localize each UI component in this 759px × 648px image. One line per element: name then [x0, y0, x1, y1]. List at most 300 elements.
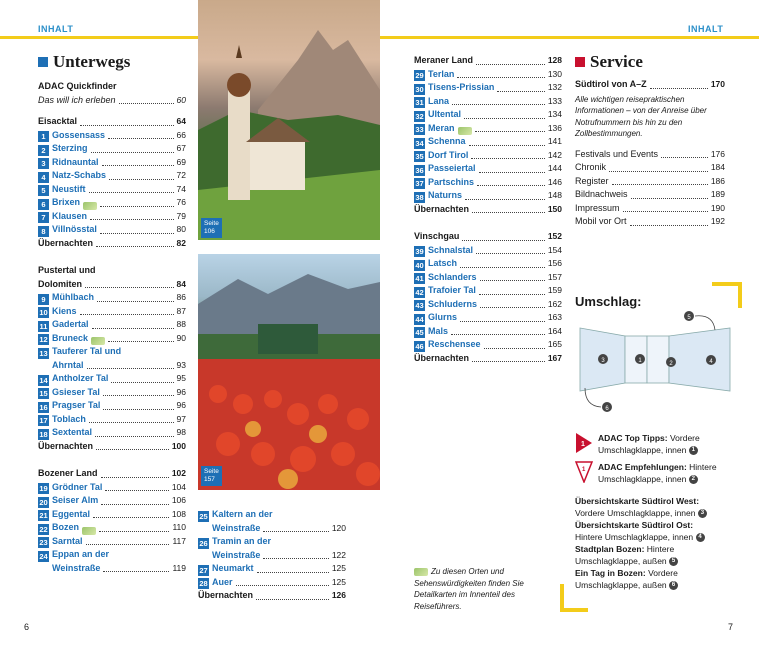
dot-leader — [80, 314, 174, 315]
toc-column-2 — [198, 508, 346, 603]
entry-page: 141 — [547, 136, 562, 146]
entry-number-badge: 46 — [415, 341, 424, 351]
entry-title: Schluderns — [428, 298, 478, 309]
toc-entry-brixen[interactable] — [38, 196, 186, 210]
entry-page: 144 — [547, 163, 562, 173]
entry-title: Dorf Tirol — [428, 149, 469, 160]
entry-number-badge: 16 — [39, 402, 48, 412]
dot-leader — [612, 184, 708, 185]
umschlag-title: Umschlag: — [575, 294, 642, 309]
entry-title: Register — [575, 175, 609, 186]
entry-title: Schlanders — [428, 271, 477, 282]
pustertal-uebernachten[interactable]: Übernachten 100 — [38, 440, 186, 451]
dot-leader — [471, 158, 544, 159]
header-rule-right — [380, 36, 759, 39]
dot-leader — [475, 131, 545, 132]
toc-entry-schnalstal[interactable] — [414, 244, 562, 258]
entry-number-badge: 19 — [39, 484, 48, 493]
svg-text:1: 1 — [638, 358, 642, 364]
toc-entry-schlanders[interactable] — [414, 271, 562, 285]
entry-number-badge: 1 — [38, 131, 49, 142]
entry-number-badge: 35 — [415, 152, 424, 161]
dot-leader — [464, 118, 545, 119]
vinsch-uebernachten[interactable]: Übernachten 167 — [414, 352, 562, 363]
col2-list — [198, 562, 346, 589]
toc-entry-meran[interactable] — [414, 122, 562, 136]
empfehlung-icon — [575, 461, 593, 483]
entry-page: 130 — [547, 68, 562, 79]
entry-title: Ultental — [428, 109, 462, 119]
dot-leader — [452, 104, 545, 105]
church-photo-illustration — [198, 0, 380, 240]
entry-title: Brixen — [52, 197, 81, 207]
toc-entry-neumarkt[interactable] — [198, 562, 346, 576]
region-pustertal-line1: Pustertal und — [38, 265, 96, 275]
entry-title: Pragser Tal — [52, 400, 101, 410]
dot-leader — [457, 77, 544, 78]
entry-page: 176 — [710, 148, 725, 159]
dot-leader — [477, 185, 545, 186]
entry-page: 189 — [710, 189, 725, 199]
entry-page: 76 — [176, 197, 186, 207]
dot-leader — [479, 172, 545, 173]
toc-column-3 — [414, 54, 562, 365]
toc-entry-ultental[interactable] — [414, 108, 562, 122]
entry-page: 133 — [547, 95, 562, 106]
entry-title: Gossensass — [52, 129, 106, 140]
toc-entry-impressum[interactable] — [575, 202, 725, 216]
entry-page: 117 — [172, 535, 186, 546]
entry-title: Sterzing — [52, 143, 88, 153]
meran-uebernachten[interactable]: Übernachten 150 — [414, 203, 562, 214]
toc-entry-partschins[interactable] — [414, 176, 562, 190]
entry-title: Glurns — [428, 312, 458, 322]
svg-text:5: 5 — [687, 315, 691, 321]
dot-leader — [484, 348, 545, 349]
entry-number-badge: 38 — [415, 192, 424, 202]
toc-entry-eppan-2[interactable]: Weinstraße 119 — [52, 562, 186, 573]
entry-page: 162 — [547, 298, 562, 309]
entry-page: 148 — [547, 190, 562, 200]
photo-page-tag-106: Seite 106 — [201, 218, 222, 238]
entry-number-badge: 2 — [38, 145, 49, 156]
dot-leader — [476, 253, 545, 254]
dot-leader — [661, 157, 708, 158]
entry-title: Ridnauntal — [52, 156, 99, 167]
entry-number-badge: 43 — [415, 301, 424, 310]
dot-leader — [497, 91, 544, 92]
map-icon — [91, 337, 105, 345]
entry-page: 96 — [176, 400, 186, 410]
entry-title: Schnalstal — [428, 244, 474, 255]
legend — [575, 432, 735, 591]
page-number-right: 7 — [728, 622, 734, 632]
svg-text:2: 2 — [669, 361, 673, 367]
toc-entry-gadertal[interactable] — [38, 318, 186, 332]
toc-entry-glurns[interactable] — [414, 311, 562, 325]
entry-title: Sarntal — [52, 535, 83, 546]
entry-number-badge: 37 — [415, 179, 424, 188]
section-square-icon — [38, 57, 48, 67]
dot-leader — [469, 145, 545, 146]
top-tipp-icon — [575, 432, 593, 454]
section-title-unterwegs: Unterwegs — [38, 52, 186, 72]
entry-page: 192 — [710, 216, 725, 226]
entry-page: 87 — [176, 305, 186, 316]
toc-entry-antholzer-tal[interactable] — [38, 372, 186, 386]
meran-list — [414, 68, 562, 203]
toc-entry-neustift[interactable] — [38, 183, 186, 197]
entry-title: Toblach — [52, 413, 86, 424]
entry-page: 106 — [171, 495, 186, 505]
dot-leader — [91, 152, 174, 153]
dot-leader — [95, 436, 174, 437]
entry-page: 134 — [547, 109, 562, 119]
dot-leader — [102, 165, 174, 166]
toc-entry-gsieser-tal[interactable] — [38, 386, 186, 400]
toc-entry-tramin-1[interactable]: 26 Tramin an der — [199, 536, 272, 548]
entry-page: 90 — [176, 332, 186, 343]
region-bozener-land[interactable]: Bozener Land 102 — [38, 468, 186, 478]
header-left: INHALT — [38, 24, 74, 34]
entry-page: 104 — [171, 481, 186, 492]
entry-page: 184 — [710, 162, 725, 172]
entry-title: Bozen — [52, 522, 79, 532]
entry-page: 142 — [547, 149, 562, 160]
toc-entry-mals[interactable] — [414, 325, 562, 339]
entry-number-badge: 28 — [199, 579, 208, 588]
quickfinder-entry[interactable]: Das will ich erleben 60 — [38, 94, 186, 105]
entry-title: Mobil vor Ort — [575, 216, 627, 226]
toc-entry-kiens[interactable] — [38, 305, 186, 319]
toc-entry-villnösstal[interactable] — [38, 223, 186, 237]
entry-number-badge: 31 — [415, 98, 424, 107]
entry-number-badge: 42 — [415, 287, 424, 297]
toc-entry-schenna[interactable] — [414, 135, 562, 149]
dot-leader — [631, 198, 708, 199]
dot-leader — [108, 138, 173, 139]
dot-leader — [630, 225, 708, 226]
toc-entry-pragser-tal[interactable] — [38, 399, 186, 413]
entry-page: 164 — [547, 325, 562, 336]
region-eisacktal[interactable]: Eisacktal 64 — [38, 116, 186, 126]
entry-page: 159 — [547, 285, 562, 295]
toc-entry-eggental[interactable] — [38, 508, 186, 522]
entry-page: 80 — [176, 224, 186, 234]
toc-entry-seiser-alm[interactable] — [38, 494, 186, 508]
entry-number-badge: 9 — [38, 294, 49, 305]
toc-entry-terlan[interactable] — [414, 68, 562, 82]
toc-entry-bruneck[interactable] — [38, 332, 186, 346]
entry-title: Festivals und Events — [575, 148, 659, 159]
dot-leader — [465, 199, 545, 200]
eisacktal-list — [38, 129, 186, 237]
entry-title: Villnösstal — [52, 224, 97, 234]
dot-leader — [101, 504, 169, 505]
entry-title: Mals — [428, 325, 449, 336]
entry-number-badge: 17 — [39, 416, 48, 425]
entry-page: 88 — [176, 319, 186, 329]
map-icon — [83, 202, 97, 210]
entry-title: Klausen — [52, 210, 88, 221]
entry-number-badge: 4 — [38, 172, 49, 183]
entry-number-badge: 7 — [38, 212, 49, 223]
entry-number-badge: 27 — [199, 565, 208, 575]
toc-column-4 — [575, 52, 725, 229]
eisacktal-uebernachten[interactable]: Übernachten 82 — [38, 237, 186, 248]
dot-leader — [623, 211, 708, 212]
entry-number-badge: 10 — [39, 308, 48, 317]
apple-photo-illustration — [198, 254, 380, 490]
map-icon — [414, 568, 428, 576]
toc-entry-gossensass[interactable] — [38, 129, 186, 143]
map-note: Zu diesen Orten und Sehenswürdigkeiten finden Sie Detailkarten im Innenteil des Reiseführers. — [414, 567, 524, 611]
entry-title: Chronik — [575, 162, 607, 172]
toc-entry-chronik[interactable] — [575, 161, 725, 175]
entry-number-badge: 41 — [415, 274, 424, 283]
dot-leader — [111, 382, 173, 383]
photo-page-tag-157: Seite 157 — [201, 466, 222, 486]
entry-number-badge: 44 — [415, 314, 424, 324]
entry-page: 86 — [176, 292, 186, 302]
toc-entry-kaltern-2[interactable]: Weinstraße 120 — [212, 522, 346, 533]
entry-page: 125 — [331, 563, 346, 573]
entry-number-badge: 15 — [39, 389, 48, 398]
entry-page: 67 — [176, 143, 186, 153]
pustertal-list-2 — [38, 372, 186, 440]
dot-leader — [99, 531, 169, 532]
entry-page: 163 — [547, 312, 562, 322]
region-pustertal[interactable]: Dolomiten 84 — [38, 278, 186, 289]
entry-page: 125 — [331, 576, 346, 587]
toc-entry-reschensee[interactable] — [414, 338, 562, 352]
dot-leader — [451, 334, 545, 335]
dot-leader — [257, 572, 329, 573]
entry-title: Tisens-Prissian — [428, 82, 495, 92]
region-vinschgau[interactable]: Vinschgau 152 — [414, 231, 562, 241]
dot-leader — [479, 294, 545, 295]
entry-page: 96 — [176, 386, 186, 397]
entry-page: 156 — [547, 258, 562, 268]
svg-text:1: 1 — [581, 441, 585, 448]
entry-title: Sextental — [52, 427, 93, 437]
dot-leader — [92, 328, 174, 329]
dot-leader — [86, 544, 170, 545]
entry-title: Neustift — [52, 183, 86, 194]
dot-leader — [480, 280, 545, 281]
entry-page: 69 — [176, 156, 186, 167]
dot-leader — [108, 341, 174, 342]
entry-page: 95 — [176, 373, 186, 383]
dot-leader — [90, 219, 174, 220]
entry-title: Terlan — [428, 68, 455, 79]
dot-leader — [460, 267, 545, 268]
entry-page: 97 — [176, 413, 186, 424]
entry-title: Natz-Schabs — [52, 170, 107, 180]
entry-title: Bildnachweis — [575, 189, 628, 199]
toc-entry-mobil-vor-ort[interactable] — [575, 215, 725, 229]
toc-entry-sterzing[interactable] — [38, 142, 186, 156]
entry-page: 136 — [547, 122, 562, 133]
dot-leader — [609, 171, 708, 172]
entry-title: Reschensee — [428, 339, 481, 349]
a-z-description: Alle wichtigen reisepraktischen Informationen – von der Anreise über Notrufnummern bis hin zu den Zollbestimmungen. — [575, 94, 707, 138]
entry-title: Neumarkt — [212, 563, 254, 573]
toc-entry-kaltern-1[interactable]: 25 Kaltern an der — [199, 509, 273, 521]
page-number-left: 6 — [24, 622, 30, 632]
corner-mark-top — [712, 282, 742, 308]
map-icon — [458, 127, 472, 135]
entry-number-badge: 18 — [39, 429, 48, 439]
dot-leader — [100, 206, 174, 207]
entry-title: Meran — [428, 122, 455, 133]
toc-entry-natz-schabs[interactable] — [38, 169, 186, 183]
toc-entry-sextental[interactable] — [38, 426, 186, 440]
map-icon — [82, 527, 96, 535]
entry-title: Schenna — [428, 136, 466, 146]
dot-leader — [105, 490, 168, 491]
toc-entry-a-z[interactable]: Südtirol von A–Z 170 — [575, 79, 725, 89]
dot-leader — [460, 321, 545, 322]
service-list — [575, 148, 725, 229]
entry-page: 146 — [547, 176, 562, 187]
dot-leader — [93, 517, 169, 518]
svg-text:1: 1 — [582, 467, 586, 473]
entry-title: Naturns — [428, 190, 463, 200]
entry-title: Mühlbach — [52, 292, 94, 302]
entry-title: Eggental — [52, 508, 91, 519]
toc-entry-mühlbach[interactable] — [38, 291, 186, 305]
entry-number-badge: 32 — [415, 111, 424, 121]
entry-title: Auer — [212, 576, 233, 587]
entry-page: 190 — [710, 202, 725, 213]
toc-entry-latsch[interactable] — [414, 257, 562, 271]
dot-leader — [103, 395, 174, 396]
pustertal-list — [38, 291, 186, 345]
toc-entry-dorf-tirol[interactable] — [414, 149, 562, 163]
entry-number-badge: 14 — [39, 375, 48, 385]
entry-number-badge: 34 — [415, 138, 424, 148]
entry-title: Kiens — [52, 305, 77, 316]
dot-leader — [100, 233, 174, 234]
toc-entry-eppan-1[interactable]: 24 Eppan an der — [39, 549, 110, 561]
entry-number-badge: 12 — [39, 335, 48, 344]
toc-entry-sarntal[interactable] — [38, 535, 186, 549]
toc-entry-festivals-und-events[interactable] — [575, 148, 725, 162]
entry-number-badge: 21 — [39, 511, 48, 520]
entry-title: Partschins — [428, 176, 475, 187]
toc-entry-auer[interactable] — [198, 576, 346, 590]
toc-entry-tisens-prissian[interactable] — [414, 81, 562, 95]
toc-entry-tramin-2[interactable]: Weinstraße 122 — [212, 549, 346, 560]
entry-number-badge: 40 — [415, 260, 424, 270]
header-rule-left — [0, 36, 198, 39]
corner-mark-bottom — [560, 584, 588, 612]
entry-title: Grödner Tal — [52, 481, 103, 492]
entry-title: Antholzer Tal — [52, 373, 109, 383]
toc-entry-bildnachweis[interactable] — [575, 188, 725, 202]
entry-page: 98 — [176, 427, 186, 437]
apple-harvest-photo — [198, 254, 380, 490]
entry-page: 74 — [176, 183, 186, 194]
dot-leader — [97, 301, 174, 302]
entry-page: 165 — [547, 339, 562, 349]
toc-entry-bozen[interactable] — [38, 521, 186, 535]
toc-entry-lana[interactable] — [414, 95, 562, 109]
umschlag-diagram — [575, 308, 735, 418]
entry-page: 132 — [547, 82, 562, 92]
legend-empfehlungen: 1 ADAC Empfehlungen: Hintere Umschlagklappe, innen 2 — [575, 461, 735, 485]
toc-entry-naturns[interactable] — [414, 189, 562, 203]
toc-entry-klausen[interactable] — [38, 210, 186, 224]
quickfinder-title: ADAC Quickfinder — [38, 81, 117, 91]
entry-page: 154 — [547, 244, 562, 255]
toc-column-1 — [38, 52, 186, 575]
entry-title: Seiser Alm — [52, 495, 99, 505]
entry-number-badge: 22 — [39, 524, 48, 534]
entry-page: 110 — [172, 522, 186, 532]
toc-entry-ridnauntal[interactable] — [38, 156, 186, 170]
entry-title: Passeiertal — [428, 163, 476, 173]
entry-number-badge: 29 — [415, 71, 424, 80]
toc-entry-tauferer-1[interactable]: 13 Tauferer Tal und — [39, 346, 122, 358]
svg-text:3: 3 — [601, 358, 605, 364]
toc-entry-register[interactable] — [575, 175, 725, 189]
dot-leader — [89, 192, 174, 193]
bozen-uebernachten[interactable]: Übernachten 126 — [198, 590, 346, 600]
legend-maps: Übersichtskarte Südtirol West: Vordere Umschlagklappe, innen 3 Übersichtskarte Südtirol Ost: Hintere Umschlagklappe, innen 4 Stadtplan Bozen: Hintere Umschlagklappe, außen 5 Ein Tag in Bozen: Vordere Umschlagklappe, außen 6 — [575, 495, 735, 591]
dot-leader — [236, 585, 329, 586]
toc-entry-tauferer-2[interactable]: Ahrntal 93 — [52, 359, 186, 370]
entry-title: Trafoier Tal — [428, 285, 476, 295]
entry-page: 66 — [176, 129, 186, 140]
svg-text:6: 6 — [605, 406, 609, 412]
entry-number-badge: 20 — [39, 497, 48, 507]
legend-top-tipps: 1 ADAC Top Tipps: Vordere Umschlagklappe, innen 1 — [575, 432, 735, 456]
toc-entry-trafoier-tal[interactable] — [414, 284, 562, 298]
entry-page: 108 — [171, 508, 186, 519]
vinsch-list — [414, 244, 562, 352]
entry-number-badge: 11 — [39, 321, 48, 331]
dot-leader — [89, 422, 174, 423]
toc-entry-grödner-tal[interactable] — [38, 481, 186, 495]
toc-entry-passeiertal[interactable] — [414, 162, 562, 176]
entry-title: Impressum — [575, 202, 620, 213]
svg-text:4: 4 — [709, 359, 713, 365]
toc-entry-schluderns[interactable] — [414, 298, 562, 312]
entry-title: Bruneck — [52, 332, 89, 343]
entry-page: 157 — [547, 271, 562, 282]
dot-leader — [109, 179, 174, 180]
entry-number-badge: 45 — [415, 328, 424, 337]
entry-number-badge: 39 — [415, 247, 424, 256]
bozen-list — [38, 481, 186, 549]
region-meraner-land[interactable]: Meraner Land 128 — [414, 55, 562, 65]
entry-page: 79 — [176, 210, 186, 221]
church-dolomites-photo — [198, 0, 380, 240]
entry-title: Gsieser Tal — [52, 386, 100, 397]
entry-page: 72 — [176, 170, 186, 180]
entry-number-badge: 36 — [415, 165, 424, 175]
entry-number-badge: 8 — [38, 226, 49, 237]
entry-title: Gadertal — [52, 319, 89, 329]
entry-number-badge: 6 — [38, 199, 49, 210]
entry-page: 186 — [710, 175, 725, 186]
toc-entry-toblach[interactable] — [38, 413, 186, 427]
dot-leader — [480, 307, 545, 308]
header-right: INHALT — [688, 24, 724, 34]
entry-number-badge: 5 — [38, 185, 49, 196]
